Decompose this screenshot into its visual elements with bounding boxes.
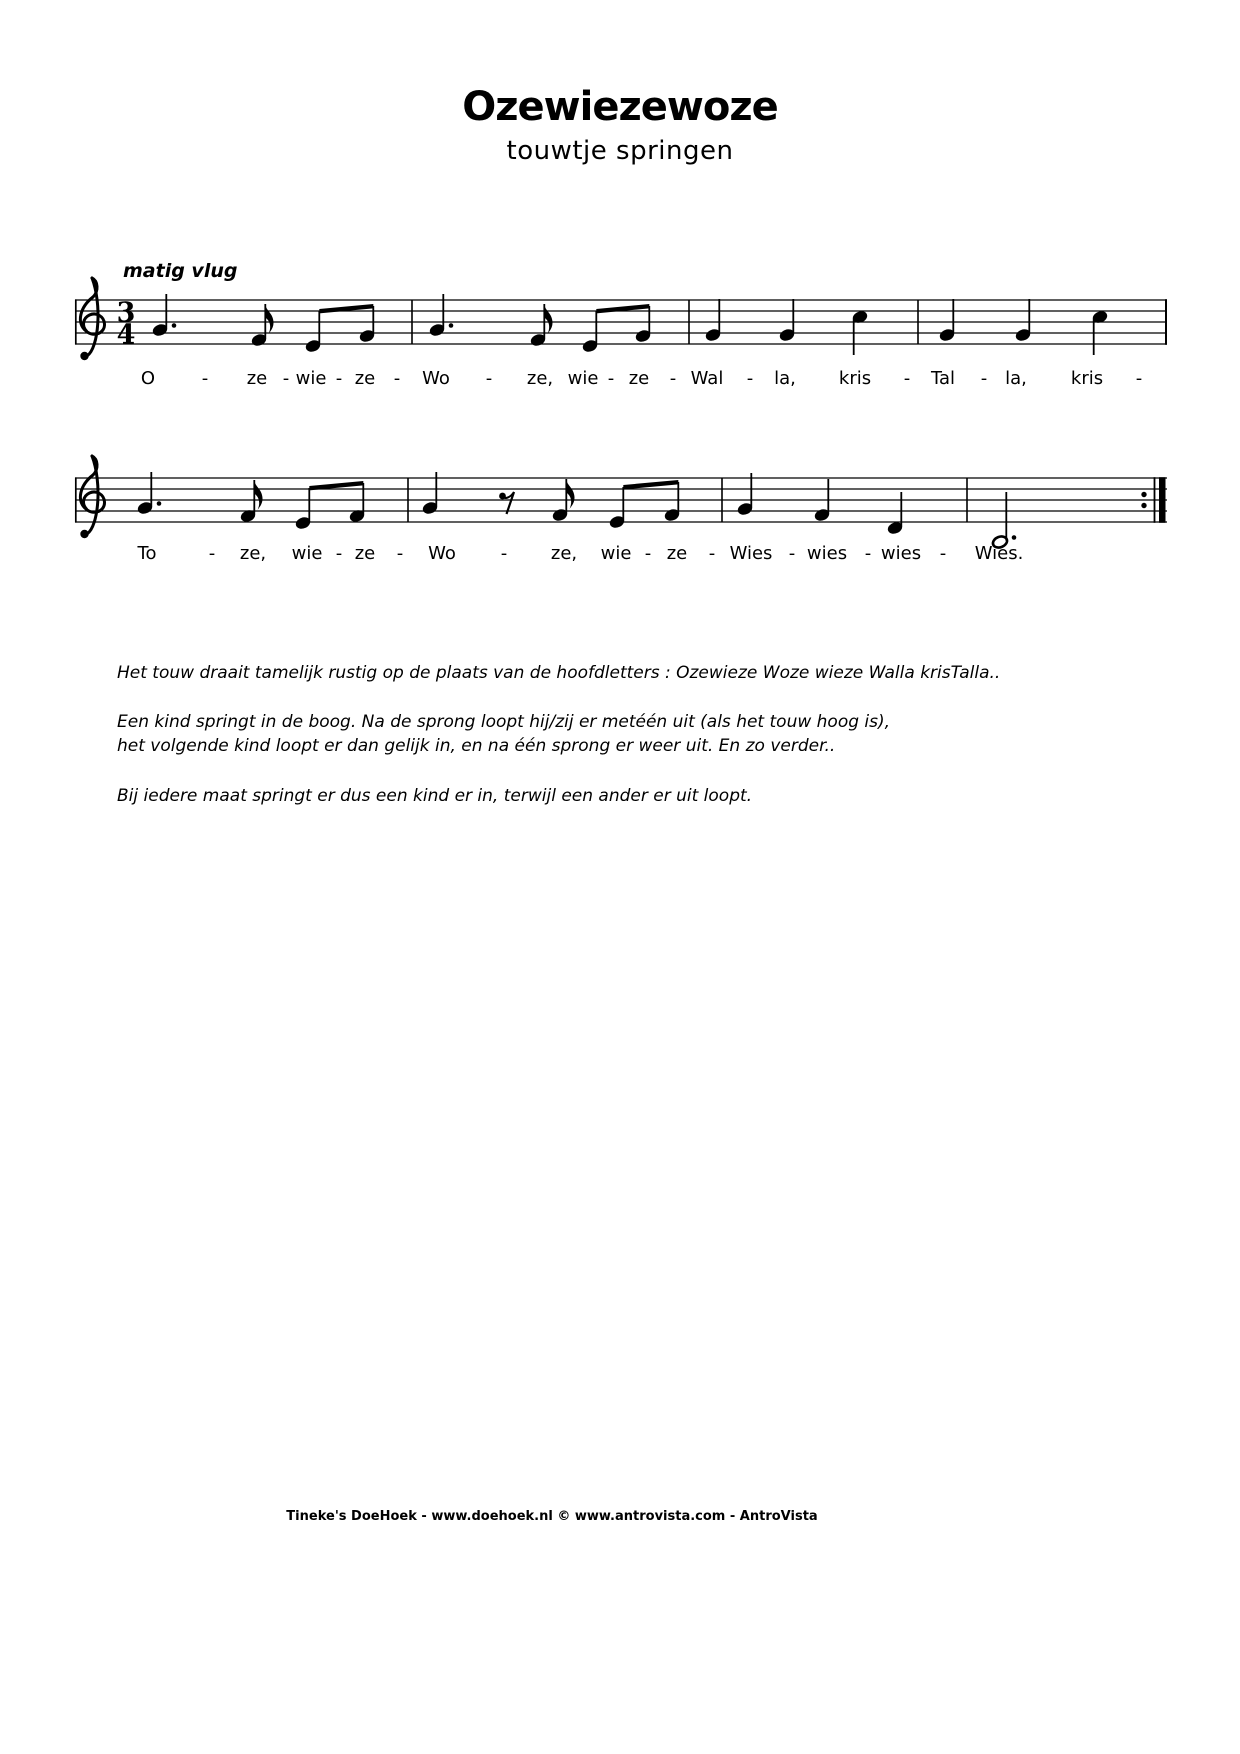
lyric-syllable: - [644,543,652,564]
tempo-marking: matig vlug [123,260,238,282]
lyric-syllable: Wo [422,368,450,389]
note [852,310,869,355]
repeat-thick-barline [1159,477,1166,523]
lyric-syllable: wie [567,368,599,389]
lyric-syllable: - [500,543,508,564]
beam [596,304,649,313]
lyric-syllable: la, [1005,368,1027,389]
instruction-paragraph [117,710,890,758]
lyric-syllable: O [140,368,156,389]
note [582,311,599,353]
note [1015,299,1032,342]
lyric-syllable: wies [806,543,848,564]
beam [319,304,373,313]
lyric-syllable: wie [291,543,323,564]
note [814,479,831,522]
lyric-syllable: ze [354,543,376,564]
lyric-syllable: - [864,543,872,564]
note [1092,310,1109,355]
staff [75,278,1167,360]
lyric-syllable: ze, [550,543,578,564]
note [737,473,754,516]
page-title: Ozewiezewoze [462,84,778,130]
lyric-syllable: - [335,368,343,389]
lyric-syllable: ze [666,543,688,564]
lyric-syllable: - [396,543,404,564]
lyric-syllable: kris [1070,368,1104,389]
eighth-flag [254,480,262,510]
lyric-syllable: - [485,368,493,389]
note [552,479,575,522]
note [295,488,312,530]
note [887,492,904,535]
instruction-line: Een kind springt in de boog. Na de sprong loopt hij/zij er metéén uit (als het touw hoog is), [117,712,891,732]
lyric-syllable: ze [628,368,650,389]
lyric-syllable: ze [246,368,268,389]
lyric-syllable: la, [774,368,796,389]
lyric-syllable: wie [295,368,327,389]
lyric-syllable: ze, [239,543,267,564]
instruction-paragraph [117,661,1000,685]
lyric-syllable: - [708,543,716,564]
lyric-syllable: - [607,368,615,389]
note [609,487,626,529]
staff [75,456,1167,549]
lyric-syllable: ze, [526,368,554,389]
lyric-syllable: - [746,368,754,389]
lyric-syllable: - [939,543,947,564]
beam [623,480,678,489]
treble-clef-icon [80,456,104,538]
lyric-syllable: kris [838,368,872,389]
lyric-syllable: - [201,368,209,389]
note [305,311,322,353]
note [705,299,722,342]
lyrics-line-1 [0,368,1240,394]
lyric-syllable: - [208,543,216,564]
note [240,480,263,523]
lyric-syllable: - [788,543,796,564]
lyric-syllable: - [903,368,911,389]
lyric-syllable: - [669,368,677,389]
lyric-syllable: - [282,368,290,389]
lyric-syllable: wie [600,543,632,564]
time-signature-digit: 4 [116,319,136,351]
lyric-syllable: - [980,368,988,389]
lyric-syllable: Wal [690,368,724,389]
instruction-paragraph [117,784,752,808]
instruction-line: Bij iedere maat springt er dus een kind er in, terwijl een ander er uit loopt. [117,786,753,806]
eighth-flag [544,304,552,334]
lyric-syllable: Tal [930,368,956,389]
instruction-line: het volgende kind loopt er dan gelijk in, en na één sprong er weer uit. En zo verder.. [117,736,836,756]
lyric-syllable: To [137,543,157,564]
eighth-flag [265,304,273,334]
note [939,299,956,342]
treble-clef-icon [80,278,104,360]
lyric-syllable: - [1135,368,1143,389]
lyric-syllable: Wies [729,543,773,564]
lyric-syllable: - [335,543,343,564]
instruction-line: Het touw draait tamelijk rustig op de plaats van de hoofdletters : Ozewieze Woze wieze Walla krisTalla.. [117,663,1001,683]
note [779,299,796,342]
eighth-flag [566,479,574,509]
page-subtitle: touwtje springen [506,136,734,166]
repeat-dot [1141,503,1146,508]
repeat-dot [1141,492,1146,497]
lyric-syllable: - [393,368,401,389]
lyric-syllable: Wo [428,543,456,564]
lyric-syllable: wies [880,543,922,564]
time-signature-digit: 3 [116,297,136,329]
lyrics-line-2 [0,543,1240,569]
footer-credit: Tineke's DoeHoek - www.doehoek.nl © www.antrovista.com - AntroVista [286,1509,818,1524]
note [664,482,681,522]
lyric-syllable: Wies. [974,543,1024,564]
lyric-syllable: ze [354,368,376,389]
